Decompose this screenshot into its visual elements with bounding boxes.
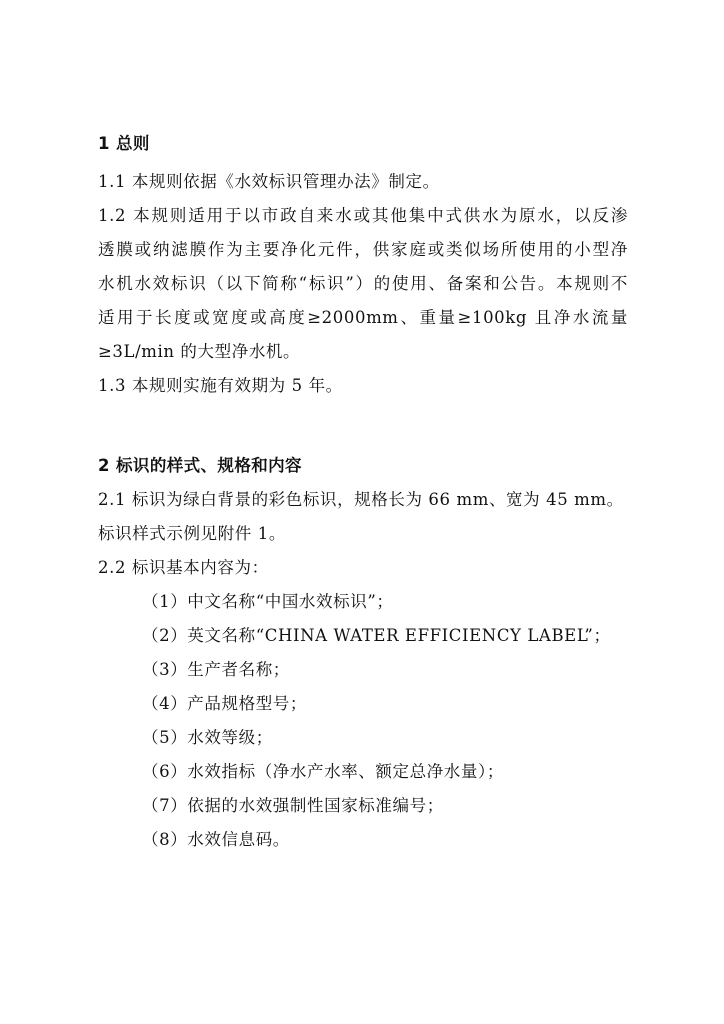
section-2-heading: 2 标识的样式、规格和内容 — [98, 456, 302, 475]
list-item: （6）水效指标（净水产水率、额定总净水量）； — [142, 762, 504, 781]
clause-1-3: 1.3 本规则实施有效期为 5 年。 — [98, 376, 343, 395]
list-item: （2）英文名称“CHINA WATER EFFICIENCY LABEL”； — [142, 626, 611, 645]
clause-1-2-line-3: 水机水效标识（以下简称“标识”）的使用、备案和公告。本规则不 — [98, 274, 628, 293]
clause-1-1: 1.1 本规则依据《水效标识管理办法》制定。 — [98, 172, 440, 191]
list-item: （4）产品规格型号； — [142, 694, 307, 713]
clause-2-2: 2.2 标识基本内容为： — [98, 558, 269, 577]
list-item: （7）依据的水效强制性国家标准编号； — [142, 796, 444, 815]
clause-1-2-line-5: ≥3L/min 的大型净水机。 — [98, 342, 301, 361]
list-item: （3）生产者名称； — [142, 660, 290, 679]
list-item: （8）水效信息码。 — [142, 830, 290, 849]
list-item: （1）中文名称“中国水效标识”； — [142, 592, 394, 611]
clause-1-2-line-4: 适用于长度或宽度或高度≥2000mm、重量≥100kg 且净水流量 — [98, 308, 628, 327]
section-1-heading: 1 总则 — [98, 134, 150, 153]
clause-1-2-line-1: 1.2 本规则适用于以市政自来水或其他集中式供水为原水，以反渗 — [98, 206, 628, 225]
clause-1-2-line-2: 透膜或纳滤膜作为主要净化元件，供家庭或类似场所使用的小型净 — [98, 240, 628, 259]
clause-2-1-line-2: 标识样式示例见附件 1。 — [98, 524, 286, 543]
list-item: （5）水效等级； — [142, 728, 273, 747]
clause-2-1-line-1: 2.1 标识为绿白背景的彩色标识，规格长为 66 mm、宽为 45 mm。 — [98, 490, 624, 509]
